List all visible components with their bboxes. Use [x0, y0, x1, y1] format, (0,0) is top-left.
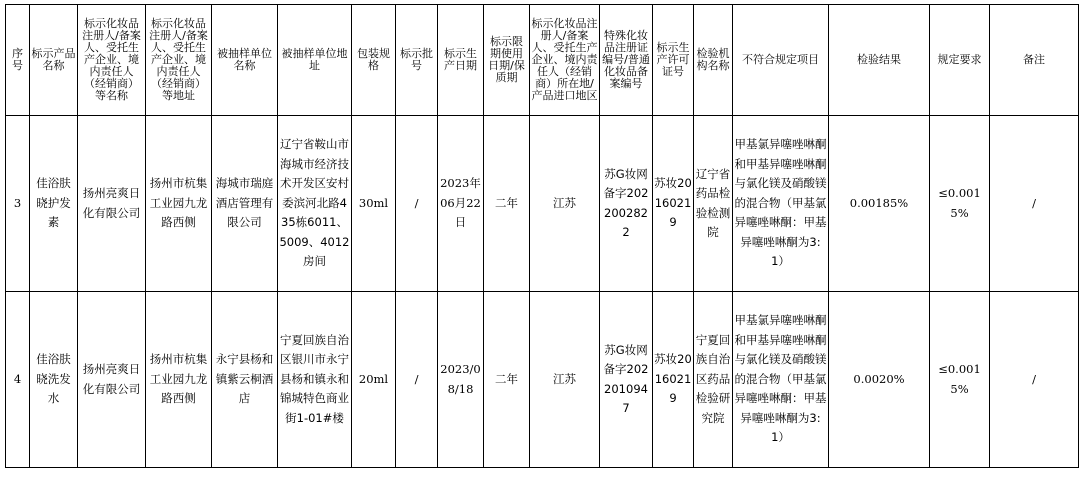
- header-cell: 不符合规定项目: [733, 5, 829, 116]
- header-cell: 序号: [6, 5, 30, 116]
- result-cell: 0.0020%: [829, 292, 930, 468]
- header-cell: 被抽样单位地址: [278, 5, 352, 116]
- lab-cell: 辽宁省药品检验检测院: [694, 116, 733, 292]
- header-cell: 标示生产许可证号: [653, 5, 694, 116]
- header-cell: 标示化妆品注册人/备案人、受托生产企业、境内责任人（经销商）等名称: [78, 5, 146, 116]
- company-address-cell: 扬州市杭集工业园九龙路西侧: [146, 292, 212, 468]
- table-header-row: [6, 5, 1079, 116]
- batch-cell: /: [396, 116, 438, 292]
- header-cell: 被抽样单位名称: [212, 5, 278, 116]
- shelf-life-cell: 二年: [484, 292, 530, 468]
- license-cell: 苏妆20160219: [653, 116, 694, 292]
- header-cell: 规定要求: [930, 5, 990, 116]
- sampled-address-cell: 宁夏回族自治区银川市永宁县杨和镇永和锦城特色商业街1-01#楼: [278, 292, 352, 468]
- shelf-life-cell: 二年: [484, 116, 530, 292]
- header-cell: 标示化妆品注册人/备案人、受托生产企业、境内责任人（经销商）等地址: [146, 5, 212, 116]
- record-number-cell: 苏G妆网备字2022002822: [600, 116, 653, 292]
- header-cell: 标示生产日期: [438, 5, 484, 116]
- sampled-unit-cell: 永宁县杨和镇紫云桐酒店: [212, 292, 278, 468]
- company-cell: 扬州亮爽日化有限公司: [78, 116, 146, 292]
- header-cell: 包装规格: [352, 5, 396, 116]
- header-cell: 特殊化妆品注册证编号/普通化妆品备案编号: [600, 5, 653, 116]
- result-cell: 0.00185%: [829, 116, 930, 292]
- failed-item-cell: 甲基氯异噻唑啉酮和甲基异噻唑啉酮与氯化镁及硝酸镁的混合物（甲基氯异噻唑啉酮：甲基异噻唑啉酮为3:1）: [733, 116, 829, 292]
- product-cell: 佳浴肤晓护发素: [30, 116, 78, 292]
- header-cell: 标示产品名称: [30, 5, 78, 116]
- inspection-results-table: [5, 4, 1079, 468]
- note-cell: /: [990, 292, 1079, 468]
- header-cell: 备注: [990, 5, 1079, 116]
- batch-cell: /: [396, 292, 438, 468]
- sampled-unit-cell: 海城市瑞庭酒店管理有限公司: [212, 116, 278, 292]
- failed-item-cell: 甲基氯异噻唑啉酮和甲基异噻唑啉酮与氯化镁及硝酸镁的混合物（甲基氯异噻唑啉酮：甲基异噻唑啉酮为3:1）: [733, 292, 829, 468]
- production-date-cell: 2023年06月22日: [438, 116, 484, 292]
- lab-cell: 宁夏回族自治区药品检验研究院: [694, 292, 733, 468]
- table-row: [6, 116, 1079, 292]
- region-cell: 江苏: [530, 292, 600, 468]
- header-cell: 检验机构名称: [694, 5, 733, 116]
- spec-cell: 20ml: [352, 292, 396, 468]
- record-number-cell: 苏G妆网备字2022010947: [600, 292, 653, 468]
- table-row: [6, 292, 1079, 468]
- spec-cell: 30ml: [352, 116, 396, 292]
- region-cell: 江苏: [530, 116, 600, 292]
- requirement-cell: ≤0.0015%: [930, 292, 990, 468]
- header-cell: 标示批号: [396, 5, 438, 116]
- header-cell: 标示限期使用日期/保质期: [484, 5, 530, 116]
- seq-cell: 3: [6, 116, 30, 292]
- header-cell: 标示化妆品注册人/备案人、受托生产企业、境内责任人（经销商）所在地/产品进口地区: [530, 5, 600, 116]
- company-cell: 扬州亮爽日化有限公司: [78, 292, 146, 468]
- production-date-cell: 2023/08/18: [438, 292, 484, 468]
- company-address-cell: 扬州市杭集工业园九龙路西侧: [146, 116, 212, 292]
- seq-cell: 4: [6, 292, 30, 468]
- product-cell: 佳浴肤晓洗发水: [30, 292, 78, 468]
- note-cell: /: [990, 116, 1079, 292]
- sampled-address-cell: 辽宁省鞍山市海城市经济技术开发区安村委滨河北路435栋6011、5009、4012房间: [278, 116, 352, 292]
- requirement-cell: ≤0.0015%: [930, 116, 990, 292]
- license-cell: 苏妆20160219: [653, 292, 694, 468]
- header-cell: 检验结果: [829, 5, 930, 116]
